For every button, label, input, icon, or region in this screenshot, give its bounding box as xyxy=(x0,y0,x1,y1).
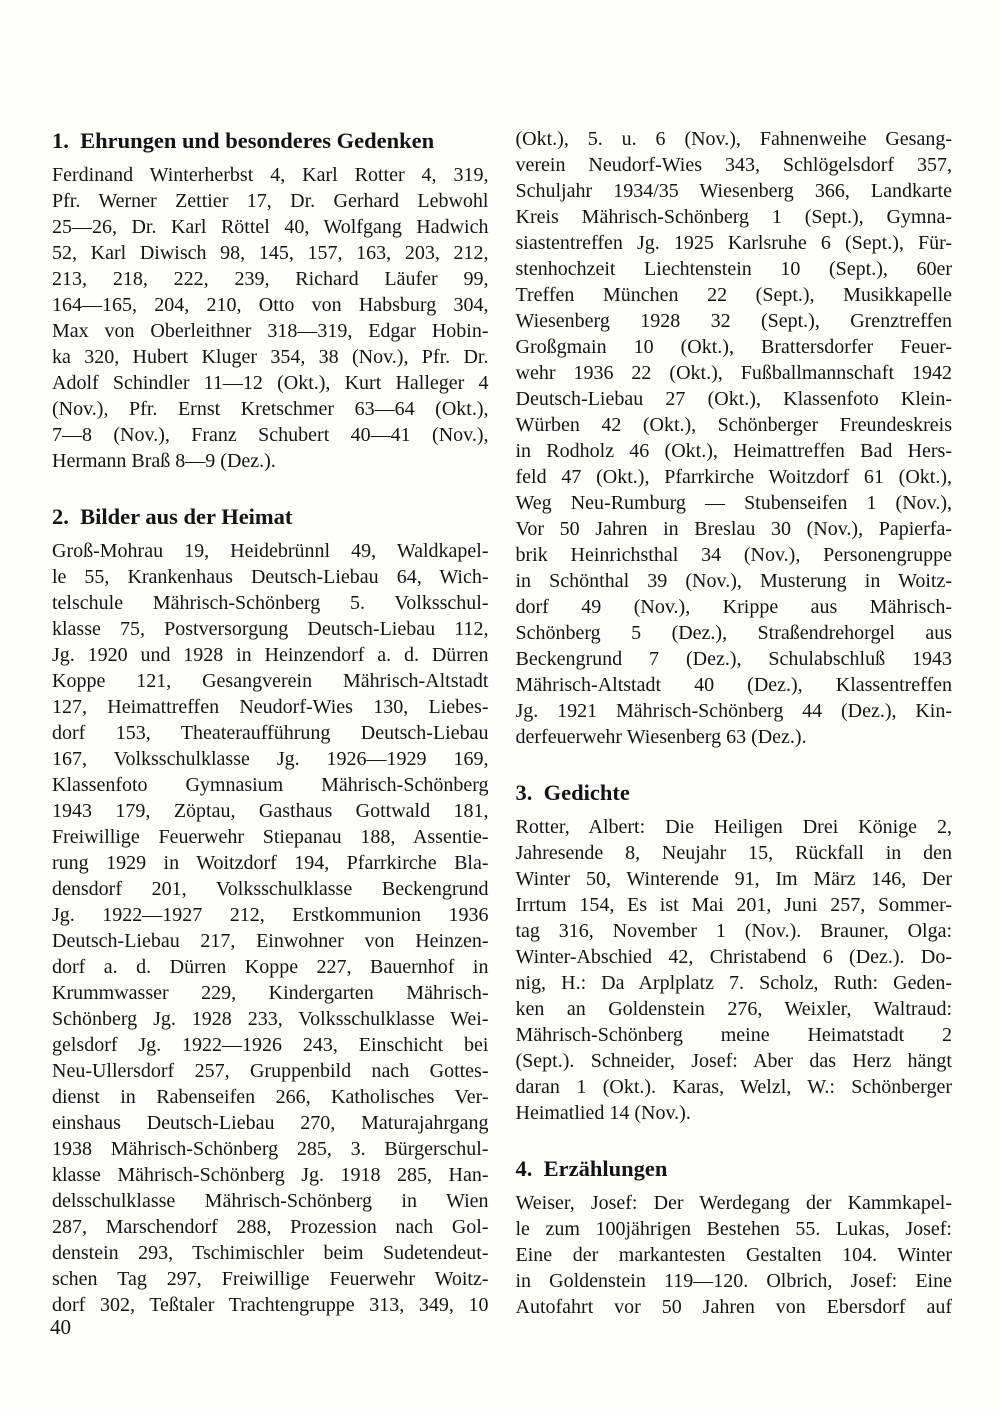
text-line: Pfr. Werner Zettier 17, Dr. Gerhard Lebwohl xyxy=(52,190,489,212)
index-paragraph xyxy=(516,126,953,750)
text-line: stenhochzeit Liechtenstein 10 (Sept.), 60er xyxy=(515,258,952,280)
text-line: verein Neudorf-Wies 343, Schlögelsdorf 357, xyxy=(515,154,952,176)
text-line: Neu-Ullersdorf 257, Gruppenbild nach Gottes- xyxy=(52,1060,489,1082)
text-line: in Goldenstein 119—120. Olbrich, Josef: Eine xyxy=(515,1270,952,1292)
text-line: Heimatlied 14 (Nov.). xyxy=(515,1102,691,1124)
text-line: (Okt.), 5. u. 6 (Nov.), Fahnenweihe Gesang- xyxy=(515,128,952,150)
text-line: klasse 75, Postversorgung Deutsch-Liebau 112, xyxy=(52,618,489,640)
index-paragraph xyxy=(516,1190,953,1320)
text-line: le zum 100jährigen Bestehen 55. Lukas, Josef: xyxy=(515,1218,952,1240)
text-line: Adolf Schindler 11—12 (Okt.), Kurt Halleger 4 xyxy=(52,372,489,394)
text-line: 127, Heimattreffen Neudorf-Wies 130, Liebes- xyxy=(52,696,489,718)
text-line: 1943 179, Zöptau, Gasthaus Gottwald 181, xyxy=(52,800,489,822)
text-line: delsschulklasse Mährisch-Schönberg in Wien xyxy=(52,1190,489,1212)
text-line: Würben 42 (Okt.), Schönberger Freundeskreis xyxy=(515,414,952,436)
text-line: 52, Karl Diwisch 98, 145, 157, 163, 203, 212, xyxy=(52,242,489,264)
text-line: Beckengrund 7 (Dez.), Schulabschluß 1943 xyxy=(515,648,952,670)
text-line: 213, 218, 222, 239, Richard Läufer 99, xyxy=(52,268,489,290)
text-line: einshaus Deutsch-Liebau 270, Maturajahrgang xyxy=(52,1112,489,1134)
index-paragraph xyxy=(52,162,489,474)
text-line: Max von Oberleithner 318—319, Edgar Hobin- xyxy=(52,320,489,342)
text-line: derfeuerwehr Wiesenberg 63 (Dez.). xyxy=(515,726,807,748)
text-line: daran 1 (Okt.). Karas, Welzl, W.: Schönberger xyxy=(515,1076,952,1098)
index-paragraph xyxy=(516,814,953,1126)
text-line: Freiwillige Feuerwehr Stiepanau 188, Assentie- xyxy=(52,826,489,848)
text-line: 287, Marschendorf 288, Prozession nach Gol- xyxy=(52,1216,489,1238)
text-line: Hermann Braß 8—9 (Dez.). xyxy=(52,450,276,472)
text-line: Eine der markantesten Gestalten 104. Winter xyxy=(515,1244,952,1266)
text-line: 25—26, Dr. Karl Röttel 40, Wolfgang Hadwich xyxy=(52,216,489,238)
text-line: Jahresende 8, Neujahr 15, Rückfall in den xyxy=(515,842,952,864)
text-line: telschule Mährisch-Schönberg 5. Volksschul- xyxy=(52,592,489,614)
section-heading: 2. Bilder aus der Heimat xyxy=(52,504,293,529)
text-line: tag 316, November 1 (Nov.). Brauner, Olga: xyxy=(515,920,952,942)
section-heading: 4. Erzählungen xyxy=(515,1156,668,1181)
page-content xyxy=(52,126,952,1320)
text-line: Jg. 1920 und 1928 in Heinzendorf a. d. Dürren xyxy=(52,644,489,666)
section-heading: 1. Ehrungen und besonderes Gedenken xyxy=(52,128,435,153)
text-line: (Nov.), Pfr. Ernst Kretschmer 63—64 (Okt.), xyxy=(52,398,489,420)
text-line: 167, Volksschulklasse Jg. 1926—1929 169, xyxy=(52,748,489,770)
text-line: dorf 302, Teßtaler Trachtengruppe 313, 349, 10 xyxy=(52,1294,489,1316)
text-line: 7—8 (Nov.), Franz Schubert 40—41 (Nov.), xyxy=(52,424,489,446)
text-line: dorf a. d. Dürren Koppe 227, Bauernhof in xyxy=(52,956,489,978)
text-line: Wiesenberg 1928 32 (Sept.), Grenztreffen xyxy=(515,310,952,332)
text-line: denstein 293, Tschimischler beim Sudetendeut- xyxy=(52,1242,489,1264)
text-line: 1938 Mährisch-Schönberg 285, 3. Bürgerschul- xyxy=(52,1138,489,1160)
text-line: Jg. 1921 Mährisch-Schönberg 44 (Dez.), Kin- xyxy=(515,700,952,722)
text-line: Schuljahr 1934/35 Wiesenberg 366, Landkarte xyxy=(515,180,952,202)
text-line: le 55, Krankenhaus Deutsch-Liebau 64, Wich- xyxy=(52,566,489,588)
text-line: siastentreffen Jg. 1925 Karlsruhe 6 (Sept.), Für- xyxy=(515,232,952,254)
text-line: dorf 49 (Nov.), Krippe aus Mährisch- xyxy=(515,596,952,618)
text-line: wehr 1936 22 (Okt.), Fußballmannschaft 1942 xyxy=(515,362,952,384)
text-line: Autofahrt vor 50 Jahren von Ebersdorf auf xyxy=(515,1296,952,1318)
text-line: Klassenfoto Gymnasium Mährisch-Schönberg xyxy=(52,774,489,796)
text-line: dienst in Rabenseifen 266, Katholisches Ver- xyxy=(52,1086,489,1108)
text-line: schen Tag 297, Freiwillige Feuerwehr Woitz- xyxy=(52,1268,489,1290)
text-line: Deutsch-Liebau 217, Einwohner von Heinzen- xyxy=(52,930,489,952)
text-line: Ferdinand Winterherbst 4, Karl Rotter 4, 319, xyxy=(52,164,489,186)
text-line: dorf 153, Theateraufführung Deutsch-Liebau xyxy=(52,722,489,744)
text-line: nig, H.: Da Arplplatz 7. Scholz, Ruth: Geden- xyxy=(515,972,952,994)
text-line: gelsdorf Jg. 1922—1926 243, Einschicht bei xyxy=(52,1034,489,1056)
text-line: Jg. 1922—1927 212, Erstkommunion 1936 xyxy=(52,904,489,926)
text-line: brik Heinrichsthal 34 (Nov.), Personengruppe xyxy=(515,544,952,566)
text-line: in Schönthal 39 (Nov.), Musterung in Woitz- xyxy=(515,570,952,592)
text-line: Deutsch-Liebau 27 (Okt.), Klassenfoto Klein- xyxy=(515,388,952,410)
text-line: Treffen München 22 (Sept.), Musikkapelle xyxy=(515,284,952,306)
text-line: Irrtum 154, Es ist Mai 201, Juni 257, Sommer- xyxy=(515,894,952,916)
text-line: Weg Neu-Rumburg — Stubenseifen 1 (Nov.), xyxy=(515,492,952,514)
text-line: ka 320, Hubert Kluger 354, 38 (Nov.), Pfr. Dr. xyxy=(52,346,489,368)
text-line: Großgmain 10 (Okt.), Brattersdorfer Feuer- xyxy=(515,336,952,358)
text-line: Vor 50 Jahren in Breslau 30 (Nov.), Papierfa- xyxy=(515,518,952,540)
text-line: Krummwasser 229, Kindergarten Mährisch- xyxy=(52,982,489,1004)
text-line: Winter-Abschied 42, Christabend 6 (Dez.). Do- xyxy=(515,946,952,968)
text-line: (Sept.). Schneider, Josef: Aber das Herz hängt xyxy=(515,1050,952,1072)
text-line: densdorf 201, Volksschulklasse Beckengrund xyxy=(52,878,489,900)
text-line: in Rodholz 46 (Okt.), Heimattreffen Bad Hers- xyxy=(515,440,952,462)
text-line: Koppe 121, Gesangverein Mährisch-Altstadt xyxy=(52,670,489,692)
text-line: Schönberg 5 (Dez.), Straßendrehorgel aus xyxy=(515,622,952,644)
section-heading: 3. Gedichte xyxy=(515,780,630,805)
text-line: Rotter, Albert: Die Heiligen Drei Könige 2, xyxy=(515,816,952,838)
text-line: rung 1929 in Woitzdorf 194, Pfarrkirche Bla- xyxy=(52,852,489,874)
text-line: Weiser, Josef: Der Werdegang der Kammkapel- xyxy=(515,1192,952,1214)
text-line: Schönberg Jg. 1928 233, Volksschulklasse Wei- xyxy=(52,1008,489,1030)
text-line: Mährisch-Altstadt 40 (Dez.), Klassentreffen xyxy=(515,674,952,696)
column-right xyxy=(516,126,953,1320)
text-line: 164—165, 204, 210, Otto von Habsburg 304, xyxy=(52,294,489,316)
index-paragraph xyxy=(52,538,489,1318)
text-line: Kreis Mährisch-Schönberg 1 (Sept.), Gymna- xyxy=(515,206,952,228)
text-line: ken an Goldenstein 276, Weixler, Waltraud: xyxy=(515,998,952,1020)
text-line: klasse Mährisch-Schönberg Jg. 1918 285, Han- xyxy=(52,1164,489,1186)
column-left xyxy=(52,126,489,1320)
page-number: 40 xyxy=(50,1315,71,1339)
text-line: Groß-Mohrau 19, Heidebrünnl 49, Waldkapel- xyxy=(52,540,489,562)
text-line: feld 47 (Okt.), Pfarrkirche Woitzdorf 61 (Okt.), xyxy=(515,466,952,488)
text-line: Winter 50, Winterende 91, Im März 146, Der xyxy=(515,868,952,890)
text-line: Mährisch-Schönberg meine Heimatstadt 2 xyxy=(515,1024,952,1046)
